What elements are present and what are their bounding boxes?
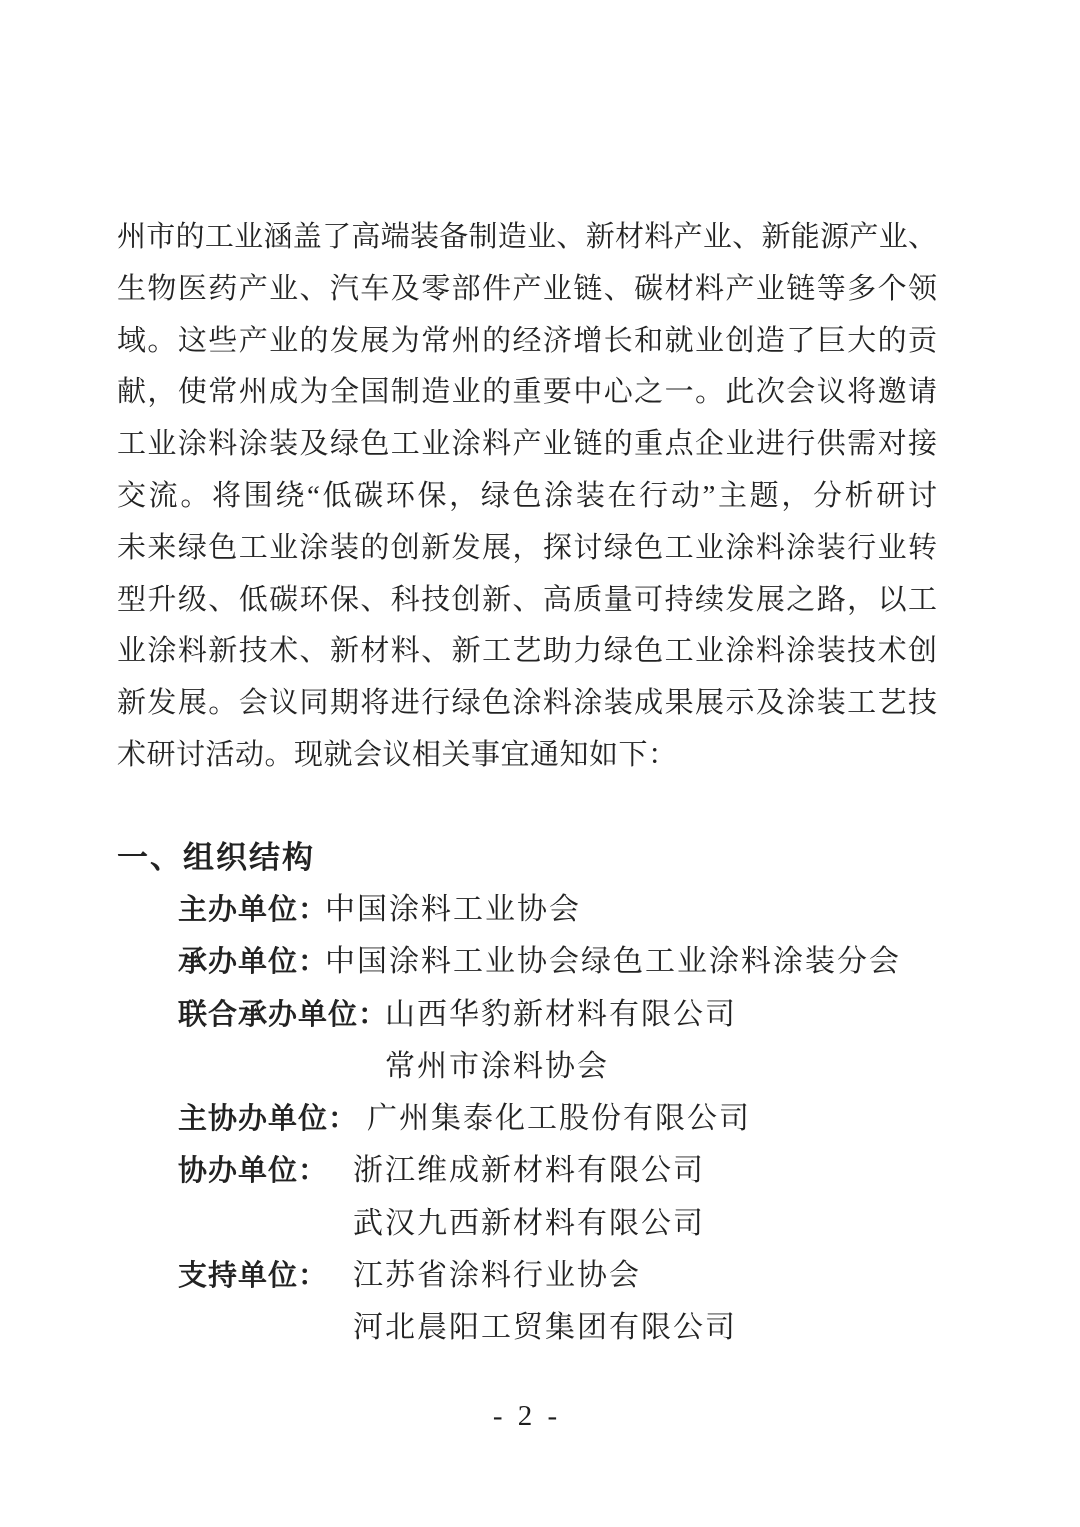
org-row-organizer (117, 936, 977, 988)
paragraph-line: 型升级、低碳环保、科技创新、高质量可持续发展之路，以工 (117, 583, 937, 616)
org-row-support-cont (117, 1302, 977, 1354)
org-value: 中国涂料工业协会 (325, 893, 581, 926)
org-value: 常州市涂料协会 (385, 1049, 609, 1083)
paragraph-line: 术研讨活动。现就会议相关事宜通知如下： (117, 738, 678, 771)
org-row-support (117, 1250, 977, 1302)
org-row-main-assist (117, 1093, 977, 1145)
org-label: 主协办单位： (178, 1103, 359, 1136)
paragraph-line: 域。这些产业的发展为常州的经济增长和就业创造了巨大的贡 (117, 324, 937, 357)
page-number: - 2 - (492, 1400, 562, 1432)
paragraph-line: 州市的工业涵盖了高端装备制造业、新材料产业、新能源产业、 (117, 221, 937, 253)
org-label: 协办单位： (178, 1155, 329, 1188)
org-label: 主办单位： (178, 894, 329, 926)
paragraph-line: 工业涂料涂装及绿色工业涂料产业链的重点企业进行供需对接 (117, 428, 937, 461)
org-row-assist (117, 1145, 977, 1197)
org-row-host (117, 884, 977, 936)
paragraph-line: 交流。将围绕“低碳环保，绿色涂装在行动”主题，分析研讨 (117, 479, 937, 512)
org-label: 支持单位： (178, 1260, 329, 1293)
paragraph-line: 献，使常州成为全国制造业的重要中心之一。此次会议将邀请 (117, 376, 937, 409)
org-value: 广州集泰化工股份有限公司 (367, 1102, 751, 1136)
org-value: 江苏省涂料行业协会 (353, 1259, 641, 1293)
paragraph-line: 未来绿色工业涂装的创新发展，探讨绿色工业涂料涂装行业转 (117, 531, 937, 564)
org-row-assist-cont (117, 1198, 977, 1250)
body-paragraph (117, 212, 937, 782)
org-row-co-organizer (117, 989, 977, 1041)
org-value: 浙江维成新材料有限公司 (353, 1154, 705, 1188)
paragraph-line: 生物医药产业、汽车及零部件产业链、碳材料产业链等多个领 (117, 272, 937, 305)
section-heading: 一、组织结构 (117, 840, 315, 875)
paragraph-line: 新发展。会议同期将进行绿色涂料涂装成果展示及涂装工艺技 (117, 687, 937, 720)
org-row-co-organizer-cont (117, 1041, 977, 1093)
org-value: 河北晨阳工贸集团有限公司 (353, 1311, 737, 1345)
org-value: 武汉九西新材料有限公司 (353, 1206, 705, 1240)
org-label: 联合承办单位： (178, 998, 389, 1031)
organization-list (117, 884, 977, 1355)
paragraph-line: 业涂料新技术、新材料、新工艺助力绿色工业涂料涂装技术创 (117, 635, 937, 668)
org-value: 中国涂料工业协会绿色工业涂料涂装分会 (325, 945, 901, 979)
org-value: 山西华豹新材料有限公司 (385, 997, 737, 1031)
org-label: 承办单位： (178, 946, 329, 979)
